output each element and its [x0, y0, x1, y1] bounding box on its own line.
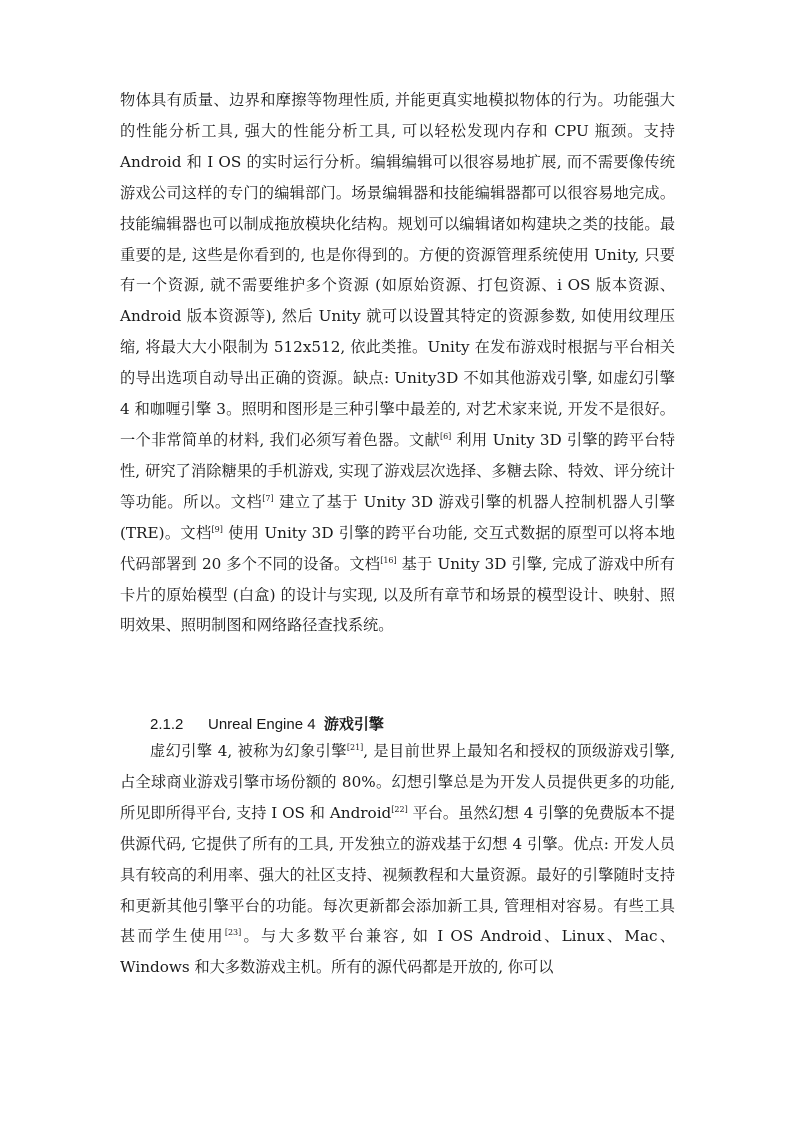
citation-ref: [7] [262, 493, 274, 503]
paragraph-text: 基于 Unity 3D 引擎, 完成了游戏中所有卡片的原始模型 (白盒) 的设计与实现, 以及所有章节和场景的模型设计、映射、照明效果、照明制图和网络路径查找系统。 [120, 554, 675, 635]
paragraph-text: 物体具有质量、边界和摩擦等物理性质, 并能更真实地模拟物体的行为。功能强大的性能分析工具, 强大的性能分析工具, 可以轻松发现内存和 CPU 瓶颈。支持 Android 和 I OS 的实时运行分析。编辑编辑可以很容易地扩展, 而不需要像传统游戏公司这样的专门的编辑部门。场景编辑器和技能编辑器都可以很容易地完成。技能编辑器也可以制成拖放模块化结构。规划可以编辑诸如构建块之类的技能。最重要的是, 这些是你看到的, 也是你得到的。方便的资源管理系统使用 Unity, 只要有一个资源, 就不需要维护多个资源 (如原始资源、打包资源、i OS 版本资源、Android 版本资源等), 然后 Unity 就可以设置其特定的资源参数, 如使用纹理压缩, 将最大大小限制为 512x512, 依此类推。Unity 在发布游戏时根据与平台相关的导出选项自动导出正确的资源。缺点: Unity3D 不如其他游戏引擎, 如虚幻引擎 4 和咖喱引擎 3。照明和图形是三种引擎中最差的, 对艺术家来说, 开发不是很好。一个非常简单的材料, 我们必须写着色器。文献 [120, 91, 675, 449]
paragraph-text: 使用 Unity 3D 引擎的跨平台功能, 交互式数据的原型可以将本地代码部署到 20 多个不同的设备。文档 [120, 523, 675, 573]
section-number: 2.1.2 [150, 716, 184, 733]
section-title-cjk: 游戏引擎 [323, 715, 384, 733]
body-paragraph-unity [120, 85, 675, 641]
citation-ref: [23] [224, 928, 242, 938]
citation-ref: [9] [211, 524, 223, 534]
paragraph-text: 利用 Unity 3D 引擎的跨平台特性, 研究了消除糖果的手机游戏, 实现了游戏层次选择、多糖去除、特效、评分统计等功能。所以。文档 [120, 430, 675, 511]
paragraph-text: , 是目前世界上最知名和授权的顶级游戏引擎, 占全球商业游戏引擎市场份额的 80%。幻想引擎总是为开发人员提供更多的功能, 所见即所得平台, 支持 I OS 和 Android [120, 742, 676, 822]
paragraph-text: 。与大多数平台兼容, 如 I OS Android、Linux、Mac、Windows 和大多数游戏主机。所有的源代码都是开放的, 你可以 [120, 927, 675, 977]
paragraph-text: 虚幻引擎 4, 被称为幻象引擎 [150, 742, 347, 760]
paragraph-text: 平台。虽然幻想 4 引擎的免费版本不提供源代码, 它提供了所有的工具, 开发独立的游戏基于幻想 4 引擎。优点: 开发人员具有较高的利用率、强大的社区支持、视频教程和大量资源。最好的引擎随时支持和更新其他引擎平台的功能。每次更新都会添加新工具, 管理相对容易。有些工具甚而学生使用 [120, 803, 675, 946]
citation-ref: [21] [346, 743, 364, 752]
paragraph-text: 建立了基于 Unity 3D 游戏引擎的机器人控制机器人引擎 (TRE)。文档 [120, 492, 675, 542]
citation-ref: [6] [439, 431, 452, 441]
citation-ref: [22] [391, 804, 408, 814]
citation-ref: [16] [380, 555, 397, 565]
body-paragraph-unreal [120, 736, 675, 983]
section-title-latin: Unreal Engine 4 [208, 716, 316, 733]
